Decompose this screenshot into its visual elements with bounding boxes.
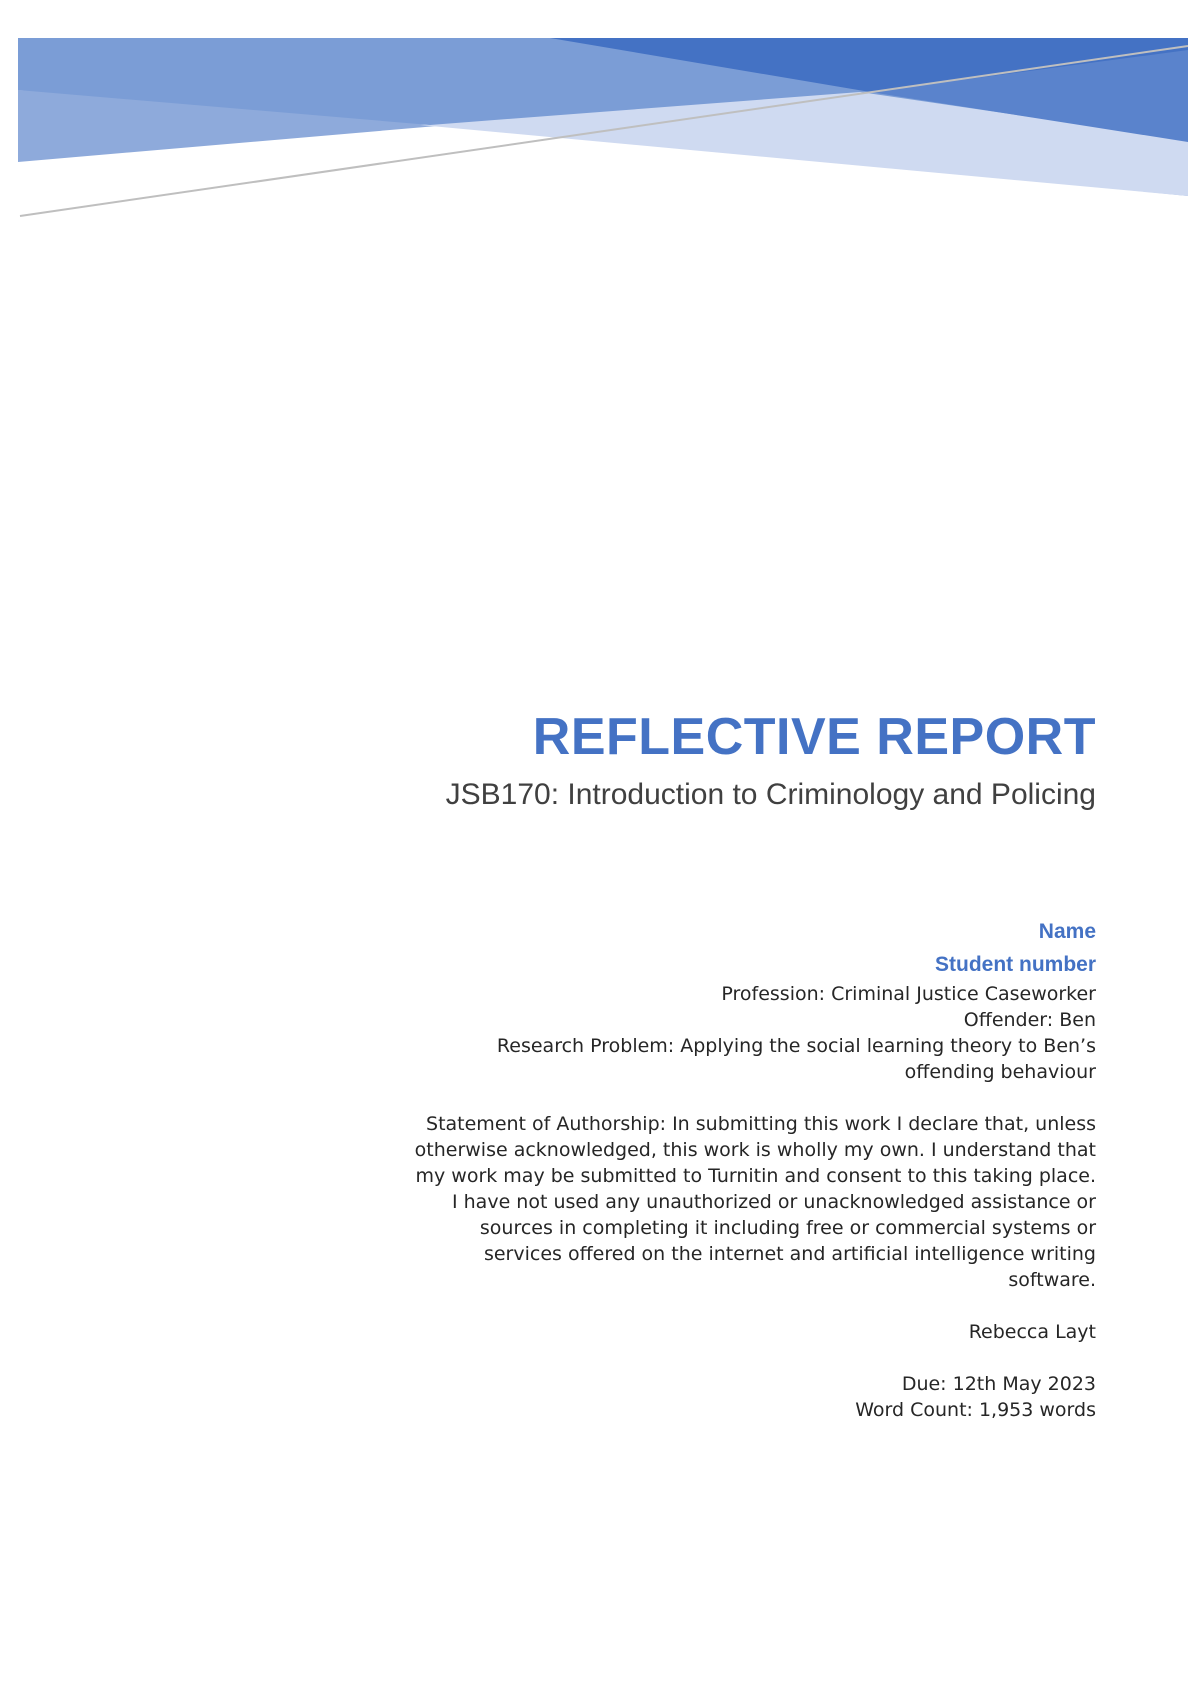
offender-line: Offender: Ben bbox=[963, 1009, 1096, 1031]
profession-line: Profession: Criminal Justice Caseworker bbox=[721, 983, 1096, 1005]
word-count: Word Count: 1,953 words bbox=[855, 1399, 1096, 1421]
authorship-statement bbox=[276, 1111, 1096, 1293]
author-name: Rebecca Layt bbox=[968, 1321, 1096, 1343]
statement-line: I have not used any unauthorized or unacknowledged assistance or bbox=[452, 1191, 1096, 1213]
research-problem-line: Research Problem: Applying the social learning theory to Ben’s bbox=[496, 1035, 1096, 1057]
name-label: Name bbox=[1038, 920, 1096, 943]
cover-details bbox=[276, 915, 1096, 1423]
document-subtitle: JSB170: Introduction to Criminology and Policing bbox=[445, 778, 1096, 811]
student-number-label: Student number bbox=[935, 953, 1096, 976]
research-problem-line: offending behaviour bbox=[904, 1061, 1096, 1083]
statement-line: Statement of Authorship: In submitting this work I declare that, unless bbox=[426, 1113, 1096, 1135]
statement-line: sources in completing it including free or commercial systems or bbox=[479, 1217, 1096, 1239]
cover-title-block bbox=[196, 705, 1096, 815]
statement-line: services offered on the internet and artificial intelligence writing bbox=[483, 1243, 1096, 1265]
document-title: REFLECTIVE REPORT bbox=[532, 708, 1096, 766]
statement-line: my work may be submitted to Turnitin and consent to this taking place. bbox=[415, 1165, 1096, 1187]
statement-line: otherwise acknowledged, this work is wholly my own. I understand that bbox=[414, 1139, 1096, 1161]
statement-line: software. bbox=[1008, 1269, 1096, 1291]
due-date: Due: 12th May 2023 bbox=[901, 1373, 1096, 1395]
header-banner bbox=[0, 0, 1200, 240]
